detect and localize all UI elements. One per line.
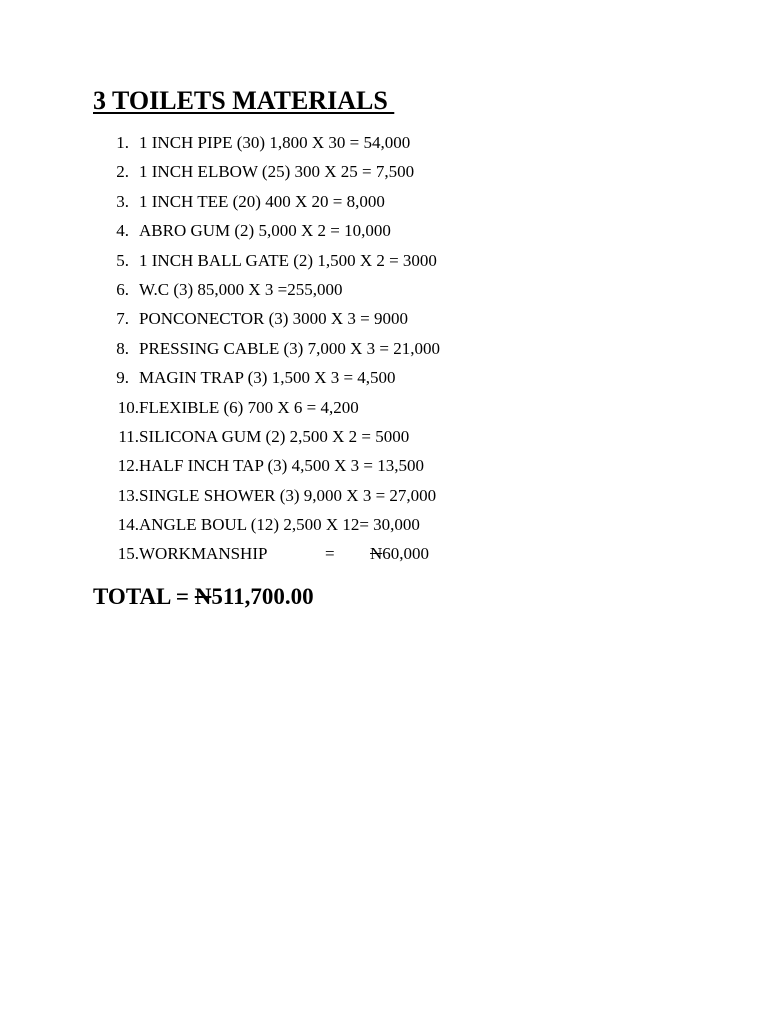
item-number: 4. [116,221,129,241]
item-text: HALF INCH TAP (3) 4,500 X 3 = 13,500 [139,456,424,476]
workmanship-amount: 60,000 [382,544,430,564]
list-item [93,249,440,278]
materials-list [93,131,440,572]
item-text: 1 INCH BALL GATE (2) 1,500 X 2 = 3000 [139,250,437,270]
list-item [93,278,440,307]
item-text [139,542,429,571]
list-item [93,307,440,336]
item-number: 7. [116,309,129,329]
naira-currency-symbol: N [370,544,383,564]
total-label: TOTAL = [93,584,195,609]
item-number: 8. [116,338,129,358]
item-number: 14. [117,515,139,535]
total-line [93,584,314,610]
list-item [93,454,440,483]
item-text: ABRO GUM (2) 5,000 X 2 = 10,000 [139,221,391,241]
naira-currency-symbol: N [194,584,212,609]
item-number: 9. [116,368,129,388]
list-item [93,160,440,189]
item-number: 5. [116,250,129,270]
item-text: 1 INCH PIPE (30) 1,800 X 30 = 54,000 [139,133,411,152]
item-text: ANGLE BOUL (12) 2,500 X 12= 30,000 [139,515,420,535]
item-text: SINGLE SHOWER (3) 9,000 X 3 = 27,000 [139,485,437,505]
list-item [93,219,440,248]
total-amount: 511,700.00 [211,584,314,609]
item-text: SILICONA GUM (2) 2,500 X 2 = 5000 [139,426,410,446]
item-text: W.C (3) 85,000 X 3 =255,000 [139,279,343,299]
item-number: 1. [116,133,129,152]
item-text: PONCONECTOR (3) 3000 X 3 = 9000 [139,309,409,329]
item-text: MAGIN TRAP (3) 1,500 X 3 = 4,500 [139,368,396,388]
document-title: 3 TOILETS MATERIALS [93,86,395,115]
item-number: 13. [117,485,139,505]
item-number: 11. [118,426,139,446]
workmanship-label: WORKMANSHIP [139,544,268,564]
item-number: 10. [117,397,139,417]
item-number: 2. [116,162,129,182]
list-item [93,425,440,454]
list-item [93,337,440,366]
item-number: 12. [117,456,139,476]
item-text: PRESSING CABLE (3) 7,000 X 3 = 21,000 [139,338,440,358]
item-text: 1 INCH TEE (20) 400 X 20 = 8,000 [139,191,385,211]
list-item [93,513,440,542]
item-number: 3. [116,191,129,211]
list-item [93,484,440,513]
list-item [93,396,440,425]
list-item [93,190,440,219]
workmanship-equals: = [325,544,335,564]
item-text: FLEXIBLE (6) 700 X 6 = 4,200 [139,397,359,417]
list-item [93,131,440,160]
workmanship-item [93,542,440,571]
item-number: 6. [116,279,129,299]
list-item [93,366,440,395]
item-text: 1 INCH ELBOW (25) 300 X 25 = 7,500 [139,162,415,182]
item-number: 15. [117,544,139,564]
